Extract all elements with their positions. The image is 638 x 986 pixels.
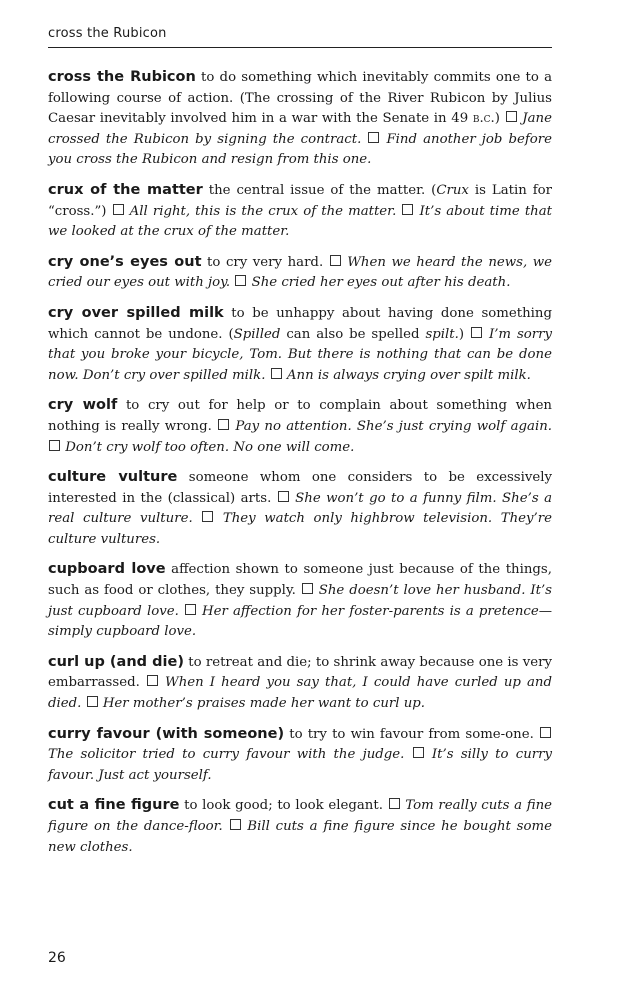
- example-box-icon: [389, 798, 400, 809]
- italic-term: spilt.: [425, 326, 459, 342]
- entry-curl-up-and-die: [48, 652, 552, 715]
- definition-text: is Latin for “cross.”): [48, 182, 553, 219]
- example-text: Her mother’s praises made her want to curl up.: [98, 696, 426, 712]
- example-text: It’s about time that we looked at the crux of the matter.: [48, 203, 552, 240]
- definition-text: to do something which inevitably commits one to a following course of action. (The crossing of the River Rubicon by Julius Caesar inevitably involved him in a war with the Senate in 49: [48, 70, 552, 127]
- header-rule: [48, 47, 552, 48]
- definition-text: to cry very hard.: [201, 254, 324, 270]
- example-box-icon: [330, 255, 341, 266]
- entry-culture-vulture: [48, 467, 552, 550]
- entry-cross-the-rubicon: [48, 67, 552, 171]
- example-box-icon: [113, 204, 124, 215]
- dictionary-entries: [48, 67, 552, 867]
- entry-crux-of-the-matter: [48, 180, 552, 243]
- definition-text: ): [494, 111, 500, 127]
- definition-text: to be unhappy about having done something which cannot be undone. (: [48, 305, 552, 342]
- example-box-icon: [147, 675, 158, 686]
- page-number: 26: [48, 950, 66, 966]
- headword: cry wolf: [48, 397, 118, 414]
- example-text: When we heard the news, we cried our eyes out with joy.: [48, 254, 552, 291]
- headword: cry one’s eyes out: [48, 253, 202, 270]
- italic-term: Crux: [436, 182, 469, 198]
- headword: cupboard love: [48, 561, 166, 578]
- definition-text: affection shown to someone just because of the things, such as food or clothes, they supply.: [48, 562, 552, 599]
- example-box-icon: [413, 747, 424, 758]
- example-text: Her affection for her foster-parents is a pretence—simply cupboard love.: [48, 603, 552, 640]
- headword: cross the Rubicon: [48, 69, 196, 85]
- example-text: Pay no attention. She’s just crying wolf again.: [230, 418, 553, 434]
- example-text: Jane crossed the Rubicon by signing the contract.: [48, 111, 552, 147]
- example-box-icon: [271, 368, 282, 379]
- definition-text: ): [458, 326, 465, 342]
- headword: crux of the matter: [48, 181, 203, 198]
- entry-cry-over-spilled-milk: [48, 303, 552, 386]
- example-text: They watch only highbrow television. They’re culture vultures.: [48, 511, 552, 547]
- example-text: Bill cuts a fine figure since he bought some new clothes.: [48, 819, 552, 855]
- example-box-icon: [230, 819, 241, 830]
- example-box-icon: [87, 696, 98, 707]
- example-text: She won’t go to a funny film. She’s a real culture vulture.: [48, 490, 553, 527]
- headword: curry favour (with someone): [48, 725, 285, 742]
- example-box-icon: [471, 327, 482, 338]
- headword: cut a fine figure: [48, 797, 180, 814]
- example-text: She doesn’t love her husband. It’s just cupboard love.: [48, 583, 552, 619]
- example-text: All right, this is the crux of the matter.: [124, 203, 397, 219]
- italic-term: Spilled: [233, 326, 281, 342]
- example-box-icon: [235, 275, 246, 286]
- example-box-icon: [218, 419, 229, 430]
- definition-text: to retreat and die; to shrink away because one is very embarrassed.: [48, 654, 553, 691]
- example-text: I’m sorry that you broke your bicycle, Tom. But there is nothing that can be done now. Don’t cry over spilled milk.: [48, 326, 553, 383]
- definition-text: to cry out for help or to complain about something when nothing is really wrong.: [48, 398, 552, 434]
- example-box-icon: [402, 204, 413, 215]
- example-box-icon: [506, 111, 517, 122]
- entry-cry-ones-eyes-out: [48, 252, 552, 294]
- example-text: Tom really cuts a fine figure on the dance-floor.: [48, 798, 552, 834]
- entry-cry-wolf: [48, 395, 552, 458]
- headword: culture vulture: [48, 469, 178, 486]
- example-text: When I heard you say that, I could have curled up and died.: [48, 675, 552, 712]
- headword: curl up (and die): [48, 653, 184, 670]
- definition-text: can also be spelled: [280, 326, 426, 342]
- definition-text: to look good; to look elegant.: [179, 798, 383, 814]
- example-text: The solicitor tried to curry favour with the judge.: [48, 747, 405, 763]
- entry-curry-favour: [48, 724, 552, 787]
- headword: cry over spilled milk: [48, 304, 224, 321]
- example-box-icon: [278, 491, 289, 502]
- example-box-icon: [368, 132, 379, 143]
- running-head: cross the Rubicon: [48, 26, 167, 41]
- example-box-icon: [185, 604, 196, 615]
- definition-text: to try to win favour from some-one.: [284, 726, 534, 742]
- definition-text: the central issue of the matter. (: [202, 182, 437, 198]
- example-text: She cried her eyes out after his death.: [247, 275, 511, 291]
- example-text: Find another job before you cross the Rubicon and resign from this one.: [48, 131, 553, 168]
- abbreviation: b.c.: [472, 111, 495, 127]
- example-box-icon: [540, 727, 551, 738]
- example-box-icon: [49, 440, 60, 451]
- example-box-icon: [302, 583, 313, 594]
- example-text: It’s silly to curry favour. Just act yourself.: [48, 747, 553, 783]
- example-text: Ann is always crying over spilt milk.: [282, 367, 531, 383]
- example-text: Don’t cry wolf too often. No one will come.: [61, 439, 355, 455]
- example-box-icon: [202, 511, 213, 522]
- entry-cut-a-fine-figure: [48, 795, 552, 858]
- entry-cupboard-love: [48, 559, 552, 642]
- definition-text: someone whom one considers to be excessively interested in the (classical) arts.: [48, 470, 552, 506]
